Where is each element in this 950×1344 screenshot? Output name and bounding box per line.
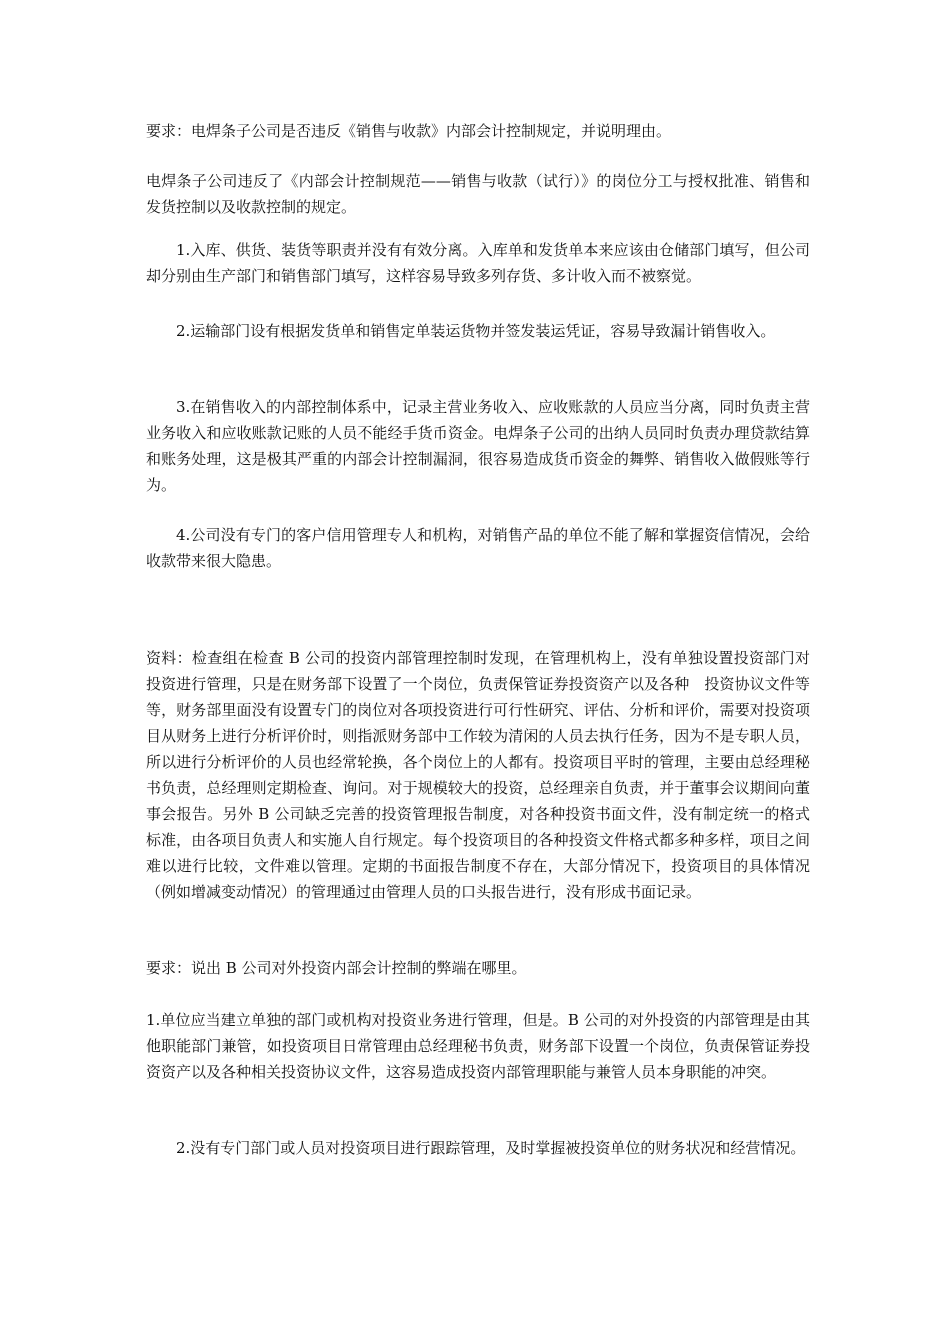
answer-point-3: 3.在销售收入的内部控制体系中，记录主营业务收入、应收账款的人员应当分离，同时负责主营业务收入和应收账款记账的人员不能经手货币资金。电焊条子公司的出纳人员同时负责办理贷款结算和账务处理，这是极其严重的内部会计控制漏洞，很容易造成货币资金的舞弊、销售收入做假账等行为。 (146, 398, 810, 494)
answer-intro-paragraph: 电焊条子公司违反了《内部会计控制规范——销售与收款（试行）》的岗位分工与授权批准、销售和发货控制以及收款控制的规定。 (146, 172, 810, 216)
case-material-paragraph: 资料：检查组在检查 B 公司的投资内部管理控制时发现，在管理机构上，没有单独设置投资部门对投资进行管理，只是在财务部下设置了一个岗位，负责保管证券投资资产以及各种 投资协议文件等等，财务部里面没有设置专门的岗位对各项投资进行可行性研究、评估、分析和评价，需要对投资项目从财务上进行分析评价时，则指派财务部中工作较为清闲的人员去执行任务，因为不是专职人员，所以进行分析评价的人员也经常轮换，各个岗位上的人都有。投资项目平时的管理，主要由总经理秘书负责，总经理则定期检查、询问。对于规模较大的投资，总经理亲自负责，并于董事会议期间向董事会报告。另外 B 公司缺乏完善的投资管理报告制度，对各种投资书面文件，没有制定统一的格式标准，由各项目负责人和实施人自行规定。每个投资项目的各种投资文件格式都多种多样，项目之间难以进行比较，文件难以管理。定期的书面报告制度不存在，大部分情况下，投资项目的具体情况（例如增减变动情况）的管理通过由管理人员的口头报告进行，没有形成书面记录。 (146, 649, 810, 901)
answer-point-2: 2.运输部门设有根据发货单和销售定单装运货物并签发装运凭证，容易导致漏计销售收入。 (176, 322, 776, 340)
answer-point-4: 4.公司没有专门的客户信用管理专人和机构，对销售产品的单位不能了解和掌握资信情况，会给收款带来很大隐患。 (146, 526, 810, 570)
requirement-paragraph-2: 要求：说出 B 公司对外投资内部会计控制的弊端在哪里。 (146, 959, 527, 977)
answer2-point-2: 2.没有专门部门或人员对投资项目进行跟踪管理，及时掌握被投资单位的财务状况和经营情况。 (176, 1139, 806, 1157)
answer2-point-1: 1.单位应当建立单独的部门或机构对投资业务进行管理，但是。B 公司的对外投资的内部管理是由其他职能部门兼管，如投资项目日常管理由总经理秘书负责，财务部下设置一个岗位，负责保管证券投资资产以及各种相关投资协议文件，这容易造成投资内部管理职能与兼管人员本身职能的冲突。 (146, 1011, 810, 1081)
answer-point-1: 1.入库、供货、装货等职责并没有有效分离。入库单和发货单本来应该由仓储部门填写，但公司却分别由生产部门和销售部门填写，这样容易导致多列存货、多计收入而不被察觉。 (146, 241, 810, 285)
requirement-paragraph-1: 要求：电焊条子公司是否违反《销售与收款》内部会计控制规定，并说明理由。 (146, 122, 672, 140)
